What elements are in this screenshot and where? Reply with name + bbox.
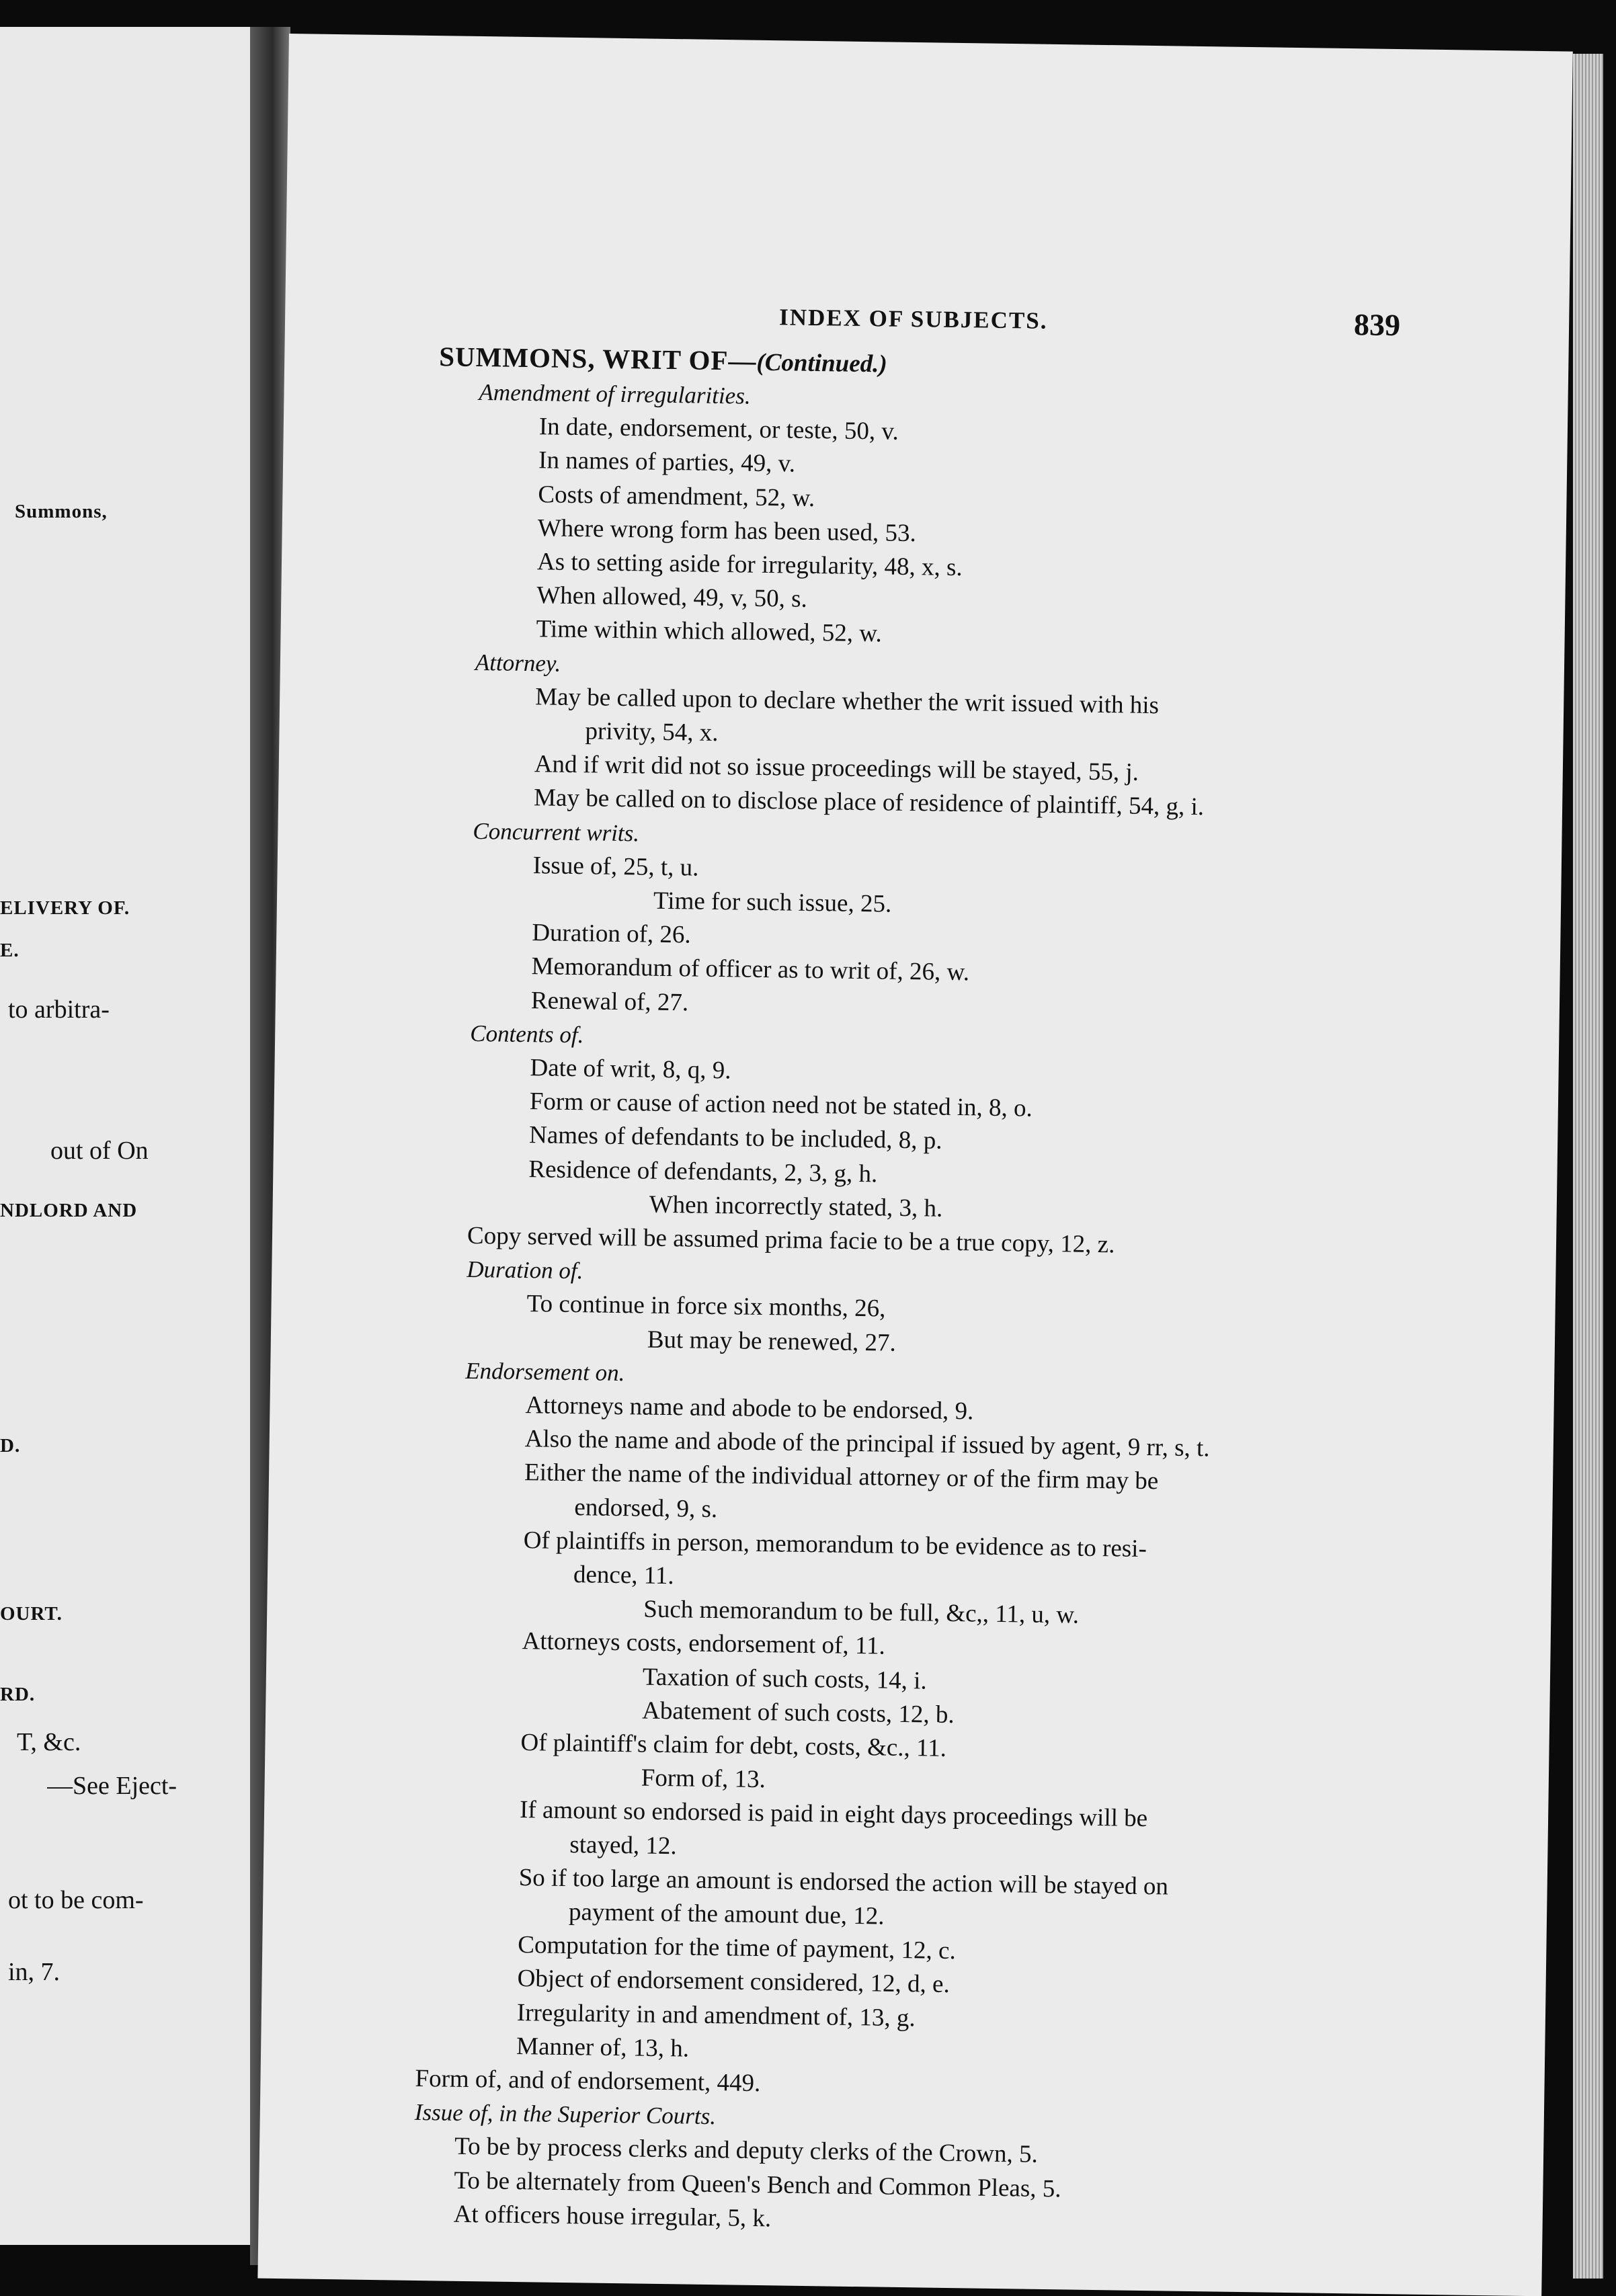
index-entry-line: Irregularity in and amendment of, 13, g.	[516, 1999, 916, 2033]
index-entry-line: Of plaintiffs in person, memorandum to be evidence as to resi-	[523, 1526, 1147, 1563]
index-subheading: Amendment of irregularities.	[479, 378, 751, 409]
index-entry-line: Issue of, 25, t, u.	[532, 852, 699, 882]
index-entry-line: So if too large an amount is endorsed the action will be stayed on	[518, 1864, 1169, 1901]
index-entry-line: To be by process clerks and deputy clerks of the Crown, 5.	[454, 2132, 1039, 2168]
index-entry-line: When incorrectly stated, 3, h.	[649, 1190, 943, 1223]
index-entry-line: When allowed, 49, v, 50, s.	[536, 581, 808, 613]
index-entry-line: Names of defendants to be included, 8, p.	[528, 1121, 942, 1155]
left-page-fragment: ELIVERY OF.	[0, 897, 130, 919]
page-edges	[1573, 54, 1603, 2279]
index-entry-line: To be alternately from Queen's Bench and Common Pleas, 5.	[454, 2166, 1061, 2203]
left-page-fragment: D.	[0, 1435, 21, 1457]
index-entry-line: To continue in force six months, 26,	[526, 1290, 886, 1323]
index-entry-line: Form or cause of action need not be stated in, 8, o.	[529, 1088, 1033, 1122]
left-page-fragment: Summons,	[15, 501, 108, 522]
page-number: 839	[1353, 307, 1401, 343]
index-subheading: Duration of.	[467, 1256, 583, 1284]
index-entry-line: endorsed, 9, s.	[574, 1493, 718, 1524]
index-entry-line: If amount so endorsed is paid in eight days proceedings will be	[519, 1796, 1148, 1833]
index-entry-line: Time for such issue, 25.	[653, 887, 892, 918]
running-head: INDEX OF SUBJECTS.	[778, 304, 1048, 334]
index-entry-line: Memorandum of officer as to writ of, 26, w.	[531, 952, 970, 987]
left-facing-page	[0, 27, 252, 2245]
left-page-fragment: T, &c.	[17, 1728, 81, 1756]
index-page	[257, 34, 1572, 2296]
index-entry-line: payment of the amount due, 12.	[568, 1898, 885, 1930]
index-entry-line: Renewal of, 27.	[530, 987, 689, 1017]
index-entry-line: Computation for the time of payment, 12, c.	[518, 1931, 957, 1965]
index-subheading: Attorney.	[475, 649, 561, 677]
index-subheading: Concurrent writs.	[473, 817, 640, 847]
index-entry-line: Form of, and of endorsement, 449.	[415, 2064, 761, 2098]
left-page-fragment: NDLORD AND	[0, 1200, 138, 1221]
index-entry-line: Of plaintiff's claim for debt, costs, &c., 11.	[520, 1729, 947, 1762]
index-entry-line: Also the name and abode of the principal if issued by agent, 9 rr, s, t.	[524, 1425, 1210, 1463]
index-entry-line: May be called upon to declare whether the writ issued with his	[534, 683, 1160, 720]
index-entry-line: Residence of defendants, 2, 3, g, h.	[528, 1155, 878, 1188]
index-entry-line: But may be renewed, 27.	[647, 1325, 897, 1357]
index-entry-line: And if writ did not so issue proceedings will be stayed, 55, j.	[534, 750, 1139, 786]
index-entry-line: Time within which allowed, 52, w.	[536, 615, 883, 648]
left-page-fragment: E.	[0, 940, 19, 961]
index-entry-line: Copy served will be assumed prima facie to be a true copy, 12, z.	[467, 1221, 1115, 1259]
left-page-fragment: ot to be com-	[8, 1886, 144, 1914]
index-entry-line: Attorneys costs, endorsement of, 11.	[522, 1627, 886, 1660]
index-entry-line: stayed, 12.	[569, 1831, 677, 1860]
index-entry-line: As to setting aside for irregularity, 48, x, s.	[536, 548, 963, 582]
index-entry-line: privity, 54, x.	[585, 717, 719, 747]
index-entry-line: Where wrong form has been used, 53.	[537, 514, 917, 548]
index-entry-line: In date, endorsement, or teste, 50, v.	[538, 413, 899, 446]
left-page-fragment: RD.	[0, 1684, 36, 1705]
left-page-fragment: in, 7.	[8, 1958, 60, 1986]
index-subheading: Endorsement on.	[464, 1357, 625, 1387]
entry-heading-continued: (Continued.)	[756, 348, 888, 378]
index-entry-line: Taxation of such costs, 14, i.	[642, 1663, 928, 1695]
left-page-fragment: —See Eject-	[47, 1772, 177, 1800]
index-entry-line: Such memorandum to be full, &c,, 11, u, w.	[643, 1595, 1080, 1629]
index-entry-line: Form of, 13.	[641, 1764, 766, 1794]
left-page-fragment: OURT.	[0, 1603, 63, 1625]
index-entry-line: In names of parties, 49, v.	[538, 446, 796, 478]
index-entry-line: Attorneys name and abode to be endorsed, 9.	[525, 1391, 974, 1426]
index-entry-line: Abatement of such costs, 12, b.	[641, 1696, 955, 1729]
left-page-fragment: to arbitra-	[8, 995, 110, 1024]
index-subheading: Issue of, in the Superior Courts.	[414, 2098, 717, 2130]
index-entry-line: Manner of, 13, h.	[516, 2033, 690, 2063]
entry-heading-title: SUMMONS, WRIT OF—	[438, 341, 757, 376]
index-entry-line: Object of endorsement considered, 12, d, e.	[517, 1965, 951, 1999]
index-entry-line: Costs of amendment, 52, w.	[538, 481, 815, 512]
index-entry-line: Duration of, 26.	[532, 919, 691, 949]
left-page-fragment: out of On	[50, 1137, 149, 1165]
index-entry-line: Either the name of the individual attorney or of the firm may be	[524, 1459, 1159, 1495]
entry-heading	[439, 341, 887, 379]
index-subheading: Contents of.	[469, 1020, 584, 1049]
index-entry-line: May be called on to disclose place of residence of plaintiff, 54, g, i.	[533, 784, 1205, 821]
index-entry-line: dence, 11.	[573, 1561, 674, 1590]
index-entry-line: At officers house irregular, 5, k.	[453, 2200, 772, 2233]
index-entry-line: Date of writ, 8, q, 9.	[530, 1054, 731, 1085]
